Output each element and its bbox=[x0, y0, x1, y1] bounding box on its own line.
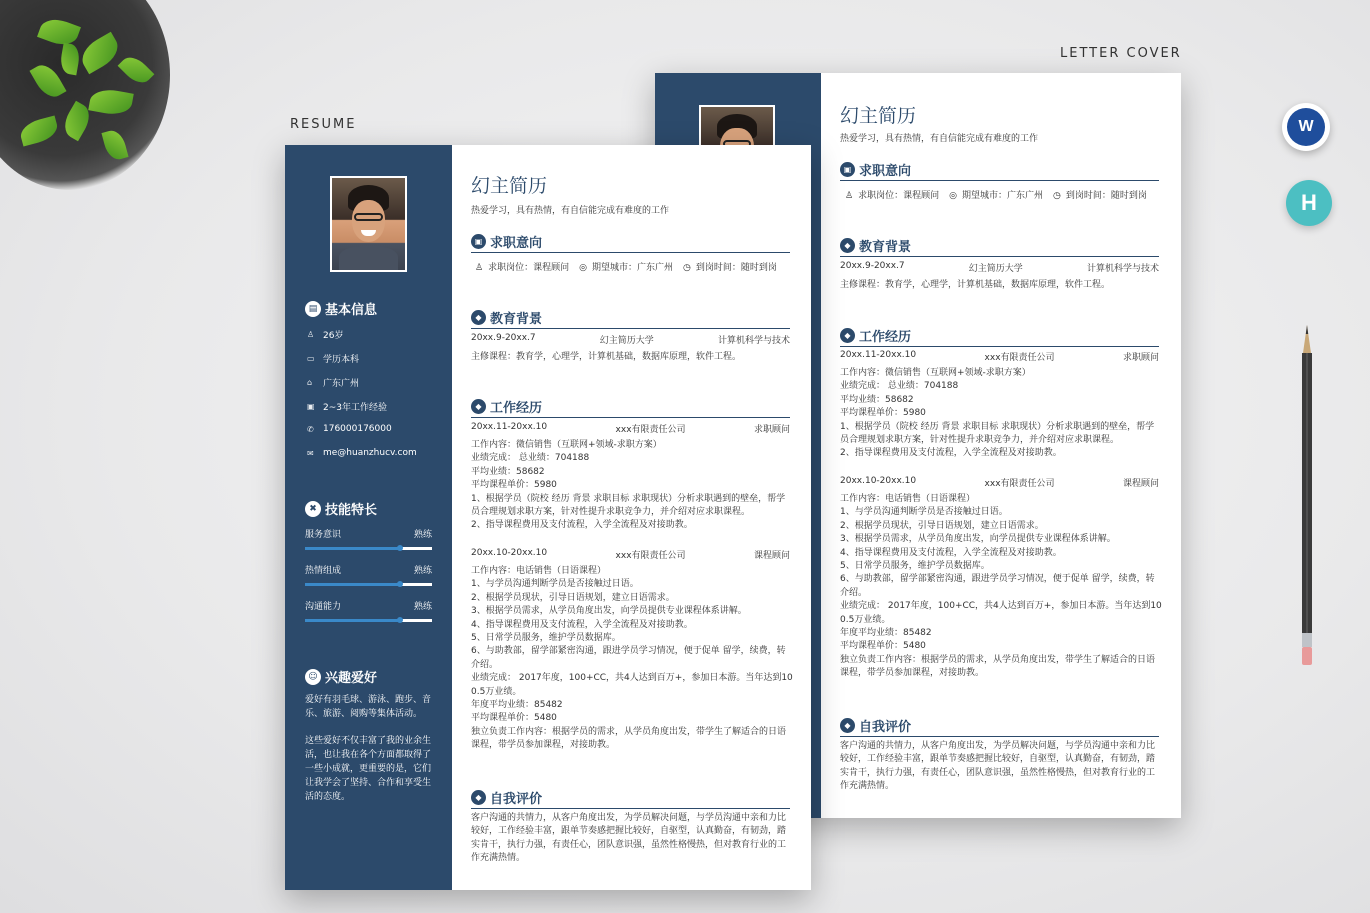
word-icon: W bbox=[1287, 108, 1325, 146]
cover-section-job-intent: ▣ 求职意向 bbox=[840, 160, 1159, 181]
location-icon: ◎ bbox=[579, 263, 587, 273]
section-work: ◆ 工作经历 bbox=[471, 397, 790, 418]
graduation-cap-icon: ◆ bbox=[840, 238, 855, 253]
user-icon: ◆ bbox=[471, 790, 486, 805]
job-1-details: 工作内容：微信销售（互联网+领域-求职方案） 业绩完成： 总业绩：704188 平均业绩：58682 平均课程单价：5980 1、根据学员（院校 经历 背景 求职目标 求职现状）分析求职遇到的壁垒，帮学 员合理规划求职方案，针对性提升求职竞争力，并介绍对应求职课程。 2、指导课程费用及支付流程，入学全流程及对接助教。 bbox=[471, 440, 786, 531]
cover-self-eval-text: 客户沟通的共情力，从客户角度出发，为学员解决问题，与学员沟通中亲和力比 较好，工作经验丰富，跟单节奏感把握比较好，自驱型，认真勤奋，有韧劲，踏 实肯干，执行力强，有责任心，团队意识强，虽然性格慢热，但对教育行业的工 作充满热情。 bbox=[840, 741, 1156, 792]
skill-3-name: 沟通能力 bbox=[305, 602, 342, 612]
cover-job-2-header: 20xx.10-20xx.10 xxx有限责任公司 课程顾问 bbox=[840, 476, 1159, 489]
cover-name: 幻主简历 bbox=[840, 105, 917, 127]
skill-3-knob bbox=[397, 617, 403, 623]
resume-photo bbox=[330, 176, 407, 272]
cover-education-row: 20xx.9-20xx.7 幻主简历大学 计算机科学与技术 bbox=[840, 261, 1159, 274]
hobbies-text-2: 这些爱好不仅丰富了我的业余生 活，也让我在各个方面都取得了 一些小成就，更重要的是，它们 让我学会了坚持、合作和享受生 活的态度。 bbox=[305, 736, 432, 802]
skill-1-bar bbox=[305, 547, 432, 550]
mail-icon: ✉ bbox=[307, 448, 314, 458]
skill-3-level: 熟练 bbox=[413, 602, 432, 612]
plant-decoration bbox=[0, 0, 170, 190]
section-self-eval: ◆ 自我评价 bbox=[471, 788, 790, 809]
person-icon: ♙ bbox=[307, 330, 315, 339]
hobby-icon: ☺ bbox=[305, 669, 321, 685]
skill-2-bar bbox=[305, 583, 432, 586]
education-courses: 主修课程：教育学，心理学，计算机基础，数据库原理，软件工程。 bbox=[471, 352, 742, 362]
briefcase-icon: ◆ bbox=[840, 328, 855, 343]
cover-job-1-header: 20xx.11-20xx.10 xxx有限责任公司 求职顾问 bbox=[840, 350, 1159, 363]
job-2-header: 20xx.10-20xx.10 xxx有限责任公司 课程顾问 bbox=[471, 548, 790, 561]
location-icon: ◎ bbox=[949, 191, 957, 201]
cover-subtitle: 热爱学习，具有热情，有自信能完成有难度的工作 bbox=[840, 134, 1039, 144]
hobbies-text-1: 爱好有羽毛球、游泳、跑步、音 乐、旅游、阅购等集体活动。 bbox=[305, 695, 432, 719]
skill-3 bbox=[305, 599, 432, 622]
section-education: ◆ 教育背景 bbox=[471, 308, 790, 329]
briefcase-icon: ▣ bbox=[471, 234, 486, 249]
editor-icon: H bbox=[1301, 190, 1317, 215]
word-format-badge[interactable] bbox=[1282, 103, 1330, 151]
info-email: ✉ me@huanzhucv.com bbox=[307, 448, 417, 458]
info-age: ♙ 26岁 bbox=[307, 330, 344, 341]
section-job-intent: ▣ 求职意向 bbox=[471, 232, 790, 253]
graduation-cap-icon: ◆ bbox=[471, 310, 486, 325]
cover-section-self-eval: ◆ 自我评价 bbox=[840, 716, 1159, 737]
job-1-header: 20xx.11-20xx.10 xxx有限责任公司 求职顾问 bbox=[471, 422, 790, 435]
person-icon: ♙ bbox=[475, 263, 484, 273]
briefcase-icon: ▣ bbox=[840, 162, 855, 177]
id-card-icon: ▤ bbox=[305, 301, 321, 317]
skill-2-knob bbox=[397, 581, 403, 587]
resume-name: 幻主简历 bbox=[471, 175, 548, 197]
job-intent-row: ♙ 求职岗位：课程顾问 ◎ 期望城市：广东广州 ◷ 到岗时间：随时到岗 bbox=[475, 263, 777, 273]
pencil-decoration bbox=[1300, 325, 1314, 670]
info-phone: ✆ 176000176000 bbox=[307, 424, 392, 434]
person-icon: ♙ bbox=[845, 191, 854, 201]
skill-3-fill bbox=[305, 619, 400, 622]
skill-2-fill bbox=[305, 583, 400, 586]
skill-1-fill bbox=[305, 547, 400, 550]
clock-icon: ◷ bbox=[682, 263, 691, 273]
education-row: 20xx.9-20xx.7 幻主简历大学 计算机科学与技术 bbox=[471, 333, 790, 346]
cover-job-1-details: 工作内容：微信销售（互联网+领域-求职方案） 业绩完成： 总业绩：704188 平均业绩：58682 平均课程单价：5980 1、根据学员（院校 经历 背景 求职目标 求职现状）分析求职遇到的壁垒，帮学 员合理规划求职方案，针对性提升求职竞争力，并介绍对应求职课程。 2、指导课程费用及支付流程，入学全流程及对接助教。 bbox=[840, 368, 1155, 459]
user-icon: ◆ bbox=[840, 718, 855, 733]
resume-label: RESUME bbox=[290, 117, 357, 132]
cover-job-2-details: 工作内容：电话销售（日语课程） 1、与学员沟通判断学员是否接触过日语。 2、根据学员现状，引导日语规划，建立日语需求。 3、根据学员需求，从学员角度出发，向学员提供专业课程体系讲解。 4、指导课程费用及支付流程，入学全流程及对接助教。 5、日常学员服务，维护学员数据库。 6、与助教部，留学部紧密沟通，跟进学员学习情况，便于促单 留学，续费，转 介绍。 业绩完成： 2017年度，100+CC，共4人达到百万+，参加日本游。当年达到10 0.5万业绩。 年度平均业绩：85482 平均课程单价：5480 独立负责工作内容：根据学员的需求，从学员角度出发，带学生了解适合的日语 课程，带学员参加课程，对接助教。 bbox=[840, 494, 1162, 679]
letter-cover-label: LETTER COVER bbox=[1060, 46, 1182, 61]
editor-format-badge[interactable] bbox=[1286, 180, 1332, 226]
resume-subtitle: 热爱学习，具有热情，有自信能完成有难度的工作 bbox=[471, 206, 670, 216]
cover-section-education: ◆ 教育背景 bbox=[840, 236, 1159, 257]
self-eval-text: 客户沟通的共情力，从客户角度出发，为学员解决问题，与学员沟通中亲和力比 较好，工作经验丰富，跟单节奏感把握比较好，自驱型，认真勤奋，有韧劲，踏 实肯干，执行力强，有责任心，团队意识强，虽然性格慢热，但对教育行业的工 作充满热情。 bbox=[471, 813, 787, 864]
skills-heading: ✖ 技能特长 bbox=[305, 499, 377, 518]
skill-2 bbox=[305, 563, 432, 586]
phone-icon: ✆ bbox=[307, 424, 314, 434]
skill-2-name: 热情组成 bbox=[305, 566, 342, 576]
skill-2-level: 熟练 bbox=[413, 566, 432, 576]
job-2-details: 工作内容：电话销售（日语课程） 1、与学员沟通判断学员是否接触过日语。 2、根据学员现状，引导日语规划，建立日语需求。 3、根据学员需求，从学员角度出发，向学员提供专业课程体系讲解。 4、指导课程费用及支付流程，入学全流程及对接助教。 5、日常学员服务，维护学员数据库。 6、与助教部，留学部紧密沟通，跟进学员学习情况，便于促单 留学，续费，转 介绍。 业绩完成： 2017年度，100+CC，共4人达到百万+，参加日本游。当年达到10 0.5万业绩。 年度平均业绩：85482 平均课程单价：5480 独立负责工作内容：根据学员的需求，从学员角度出发，带学生了解适合的日语 课程，带学员参加课程，对接助教。 bbox=[471, 566, 793, 751]
basic-info-heading: ▤ 基本信息 bbox=[305, 299, 377, 318]
location-icon: ⌂ bbox=[307, 378, 313, 387]
resume-page bbox=[285, 145, 811, 890]
skill-1 bbox=[305, 527, 432, 550]
skill-1-name: 服务意识 bbox=[305, 530, 342, 540]
cover-education-courses: 主修课程：教育学，心理学，计算机基础，数据库原理，软件工程。 bbox=[840, 280, 1111, 290]
cover-section-work: ◆ 工作经历 bbox=[840, 326, 1159, 347]
skill-3-bar bbox=[305, 619, 432, 622]
info-location: ⌂ 广东广州 bbox=[307, 378, 360, 389]
skills-icon: ✖ bbox=[305, 501, 321, 517]
resume-sidebar bbox=[285, 145, 452, 890]
briefcase-icon: ◆ bbox=[471, 399, 486, 414]
cover-job-intent-row: ♙ 求职岗位：课程顾问 ◎ 期望城市：广东广州 ◷ 到岗时间：随时到岗 bbox=[845, 191, 1147, 201]
hobbies-heading: ☺ 兴趣爱好 bbox=[305, 667, 377, 686]
education-icon: ▭ bbox=[307, 354, 315, 363]
skill-1-knob bbox=[397, 545, 403, 551]
info-experience: ▣ 2~3年工作经验 bbox=[307, 402, 387, 413]
info-education: ▭ 学历本科 bbox=[307, 354, 360, 365]
calendar-icon: ▣ bbox=[307, 402, 315, 411]
clock-icon: ◷ bbox=[1052, 191, 1061, 201]
skill-1-level: 熟练 bbox=[413, 530, 432, 540]
